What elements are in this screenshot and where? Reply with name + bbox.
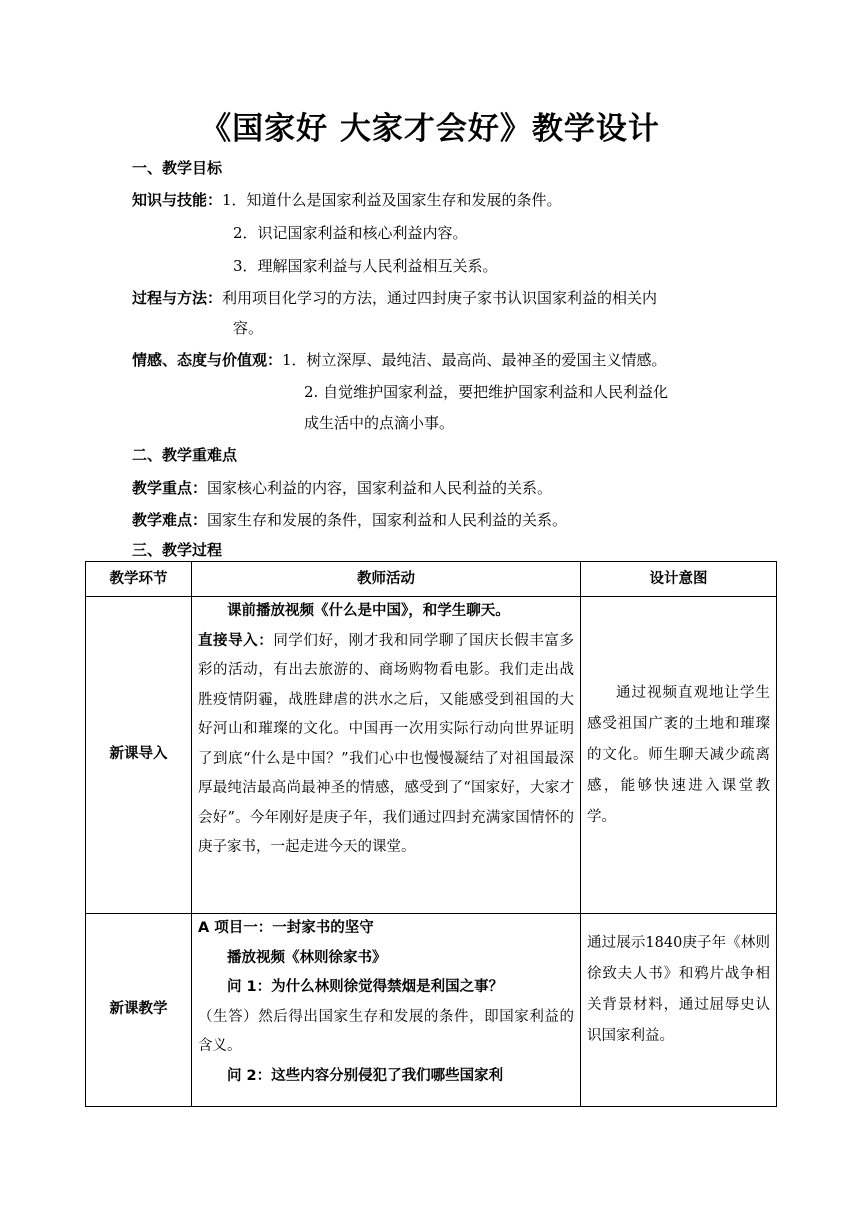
- question-1-answer: （生答）然后得出国家生存和发展的条件，即国家利益的含义。: [198, 1008, 574, 1054]
- table-row: [86, 597, 777, 914]
- difficulty-line: [132, 510, 567, 530]
- difficulty-text: 国家生存和发展的条件，国家利益和人民利益的关系。: [207, 511, 568, 529]
- design-intent-cell: [581, 597, 777, 914]
- process-text-1: 利用项目化学习的方法，通过四封庚子家书认识国家利益的相关内: [222, 289, 658, 307]
- section-heading-process: 三、教学过程: [132, 541, 223, 559]
- header-teacher-activity: 教师活动: [192, 562, 581, 597]
- table-header-row: [86, 562, 777, 597]
- section-heading-objectives: 一、教学目标: [132, 159, 223, 177]
- key-point-line: [132, 478, 552, 498]
- question-2: 问 2：这些内容分别侵犯了我们哪些国家利: [227, 1067, 504, 1084]
- intro-text: 同学们好，刚才我和同学聊了国庆长假丰富多彩的活动，有出去旅游的、商场购物看电影。我们走出战胜疫情阴霾，战胜肆虐的洪水之后，又能感受到祖国的大好河山和璀璨的文化。中国再一次用实际行动向世界证明了到底“什么是中国？”我们心中也慢慢凝结了对祖国最深厚最纯洁最高尚最神圣的情感，感受到了“国家好，大家才会好”。今年刚好是庚子年，我们通过四封充满家国情怀的庚子家书，一起走进今天的课堂。: [198, 632, 574, 855]
- emotion-label: 情感、态度与价值观：: [132, 351, 283, 369]
- emotion-item-2a: 2. 自觉维护国家利益，要把维护国家利益和人民利益化: [304, 383, 669, 401]
- difficulty-label: 教学难点：: [132, 511, 208, 529]
- knowledge-item-1: 1．知道什么是国家利益及国家生存和发展的条件。: [222, 191, 562, 209]
- design-intent-cell: [581, 914, 777, 1107]
- project-heading: A 项目一：一封家书的坚守: [198, 920, 374, 936]
- teacher-activity-cell: [192, 914, 581, 1107]
- activity-video-line: 课前播放视频《什么是中国》，和学生聊天。: [227, 603, 510, 619]
- teacher-activity-cell: [192, 597, 581, 914]
- process-label: 过程与方法：: [132, 289, 223, 307]
- document-title: 《国家好 大家才会好》教学设计: [200, 111, 660, 147]
- knowledge-item-3: 3．理解国家利益与人民利益相互关系。: [233, 257, 498, 275]
- teaching-process-table: [85, 561, 777, 1107]
- knowledge-skills-line: [132, 190, 562, 210]
- design-intent-text: 通过视频直观地让学生感受祖国广袤的土地和璀璨的文化。师生聊天减少疏离感，能够快速进入课堂教学。: [587, 684, 770, 825]
- question-1: 问 1：为什么林则徐觉得禁烟是利国之事？: [227, 979, 504, 995]
- process-text-2: 容。: [233, 319, 264, 337]
- header-stage: 教学环节: [86, 562, 192, 597]
- knowledge-item-2: 2．识记国家利益和核心利益内容。: [233, 224, 468, 242]
- key-point-label: 教学重点：: [132, 479, 208, 497]
- video-line: 播放视频《林则徐家书》: [227, 949, 387, 966]
- emotion-item-1: 1．树立深厚、最纯洁、最高尚、最神圣的爱国主义情感。: [282, 351, 667, 369]
- knowledge-label: 知识与技能：: [132, 191, 223, 209]
- activity-intro-paragraph: [198, 627, 574, 863]
- section-heading-key-difficult: 二、教学重难点: [132, 446, 238, 464]
- stage-cell: 新课教学: [86, 914, 192, 1107]
- emotion-item-2b: 成生活中的点滴小事。: [304, 414, 455, 432]
- table-row: [86, 914, 777, 1107]
- header-design-intent: 设计意图: [581, 562, 777, 597]
- key-point-text: 国家核心利益的内容，国家利益和人民利益的关系。: [207, 479, 553, 497]
- emotion-line: [132, 350, 667, 370]
- intro-label: 直接导入：: [198, 632, 274, 649]
- process-method-line: [132, 288, 657, 308]
- design-intent-text: 通过展示1840庚子年《林则徐致夫人书》和鸦片战争相关背景材料，通过屈辱史认识国家利益。: [587, 935, 770, 1044]
- stage-cell: 新课导入: [86, 597, 192, 914]
